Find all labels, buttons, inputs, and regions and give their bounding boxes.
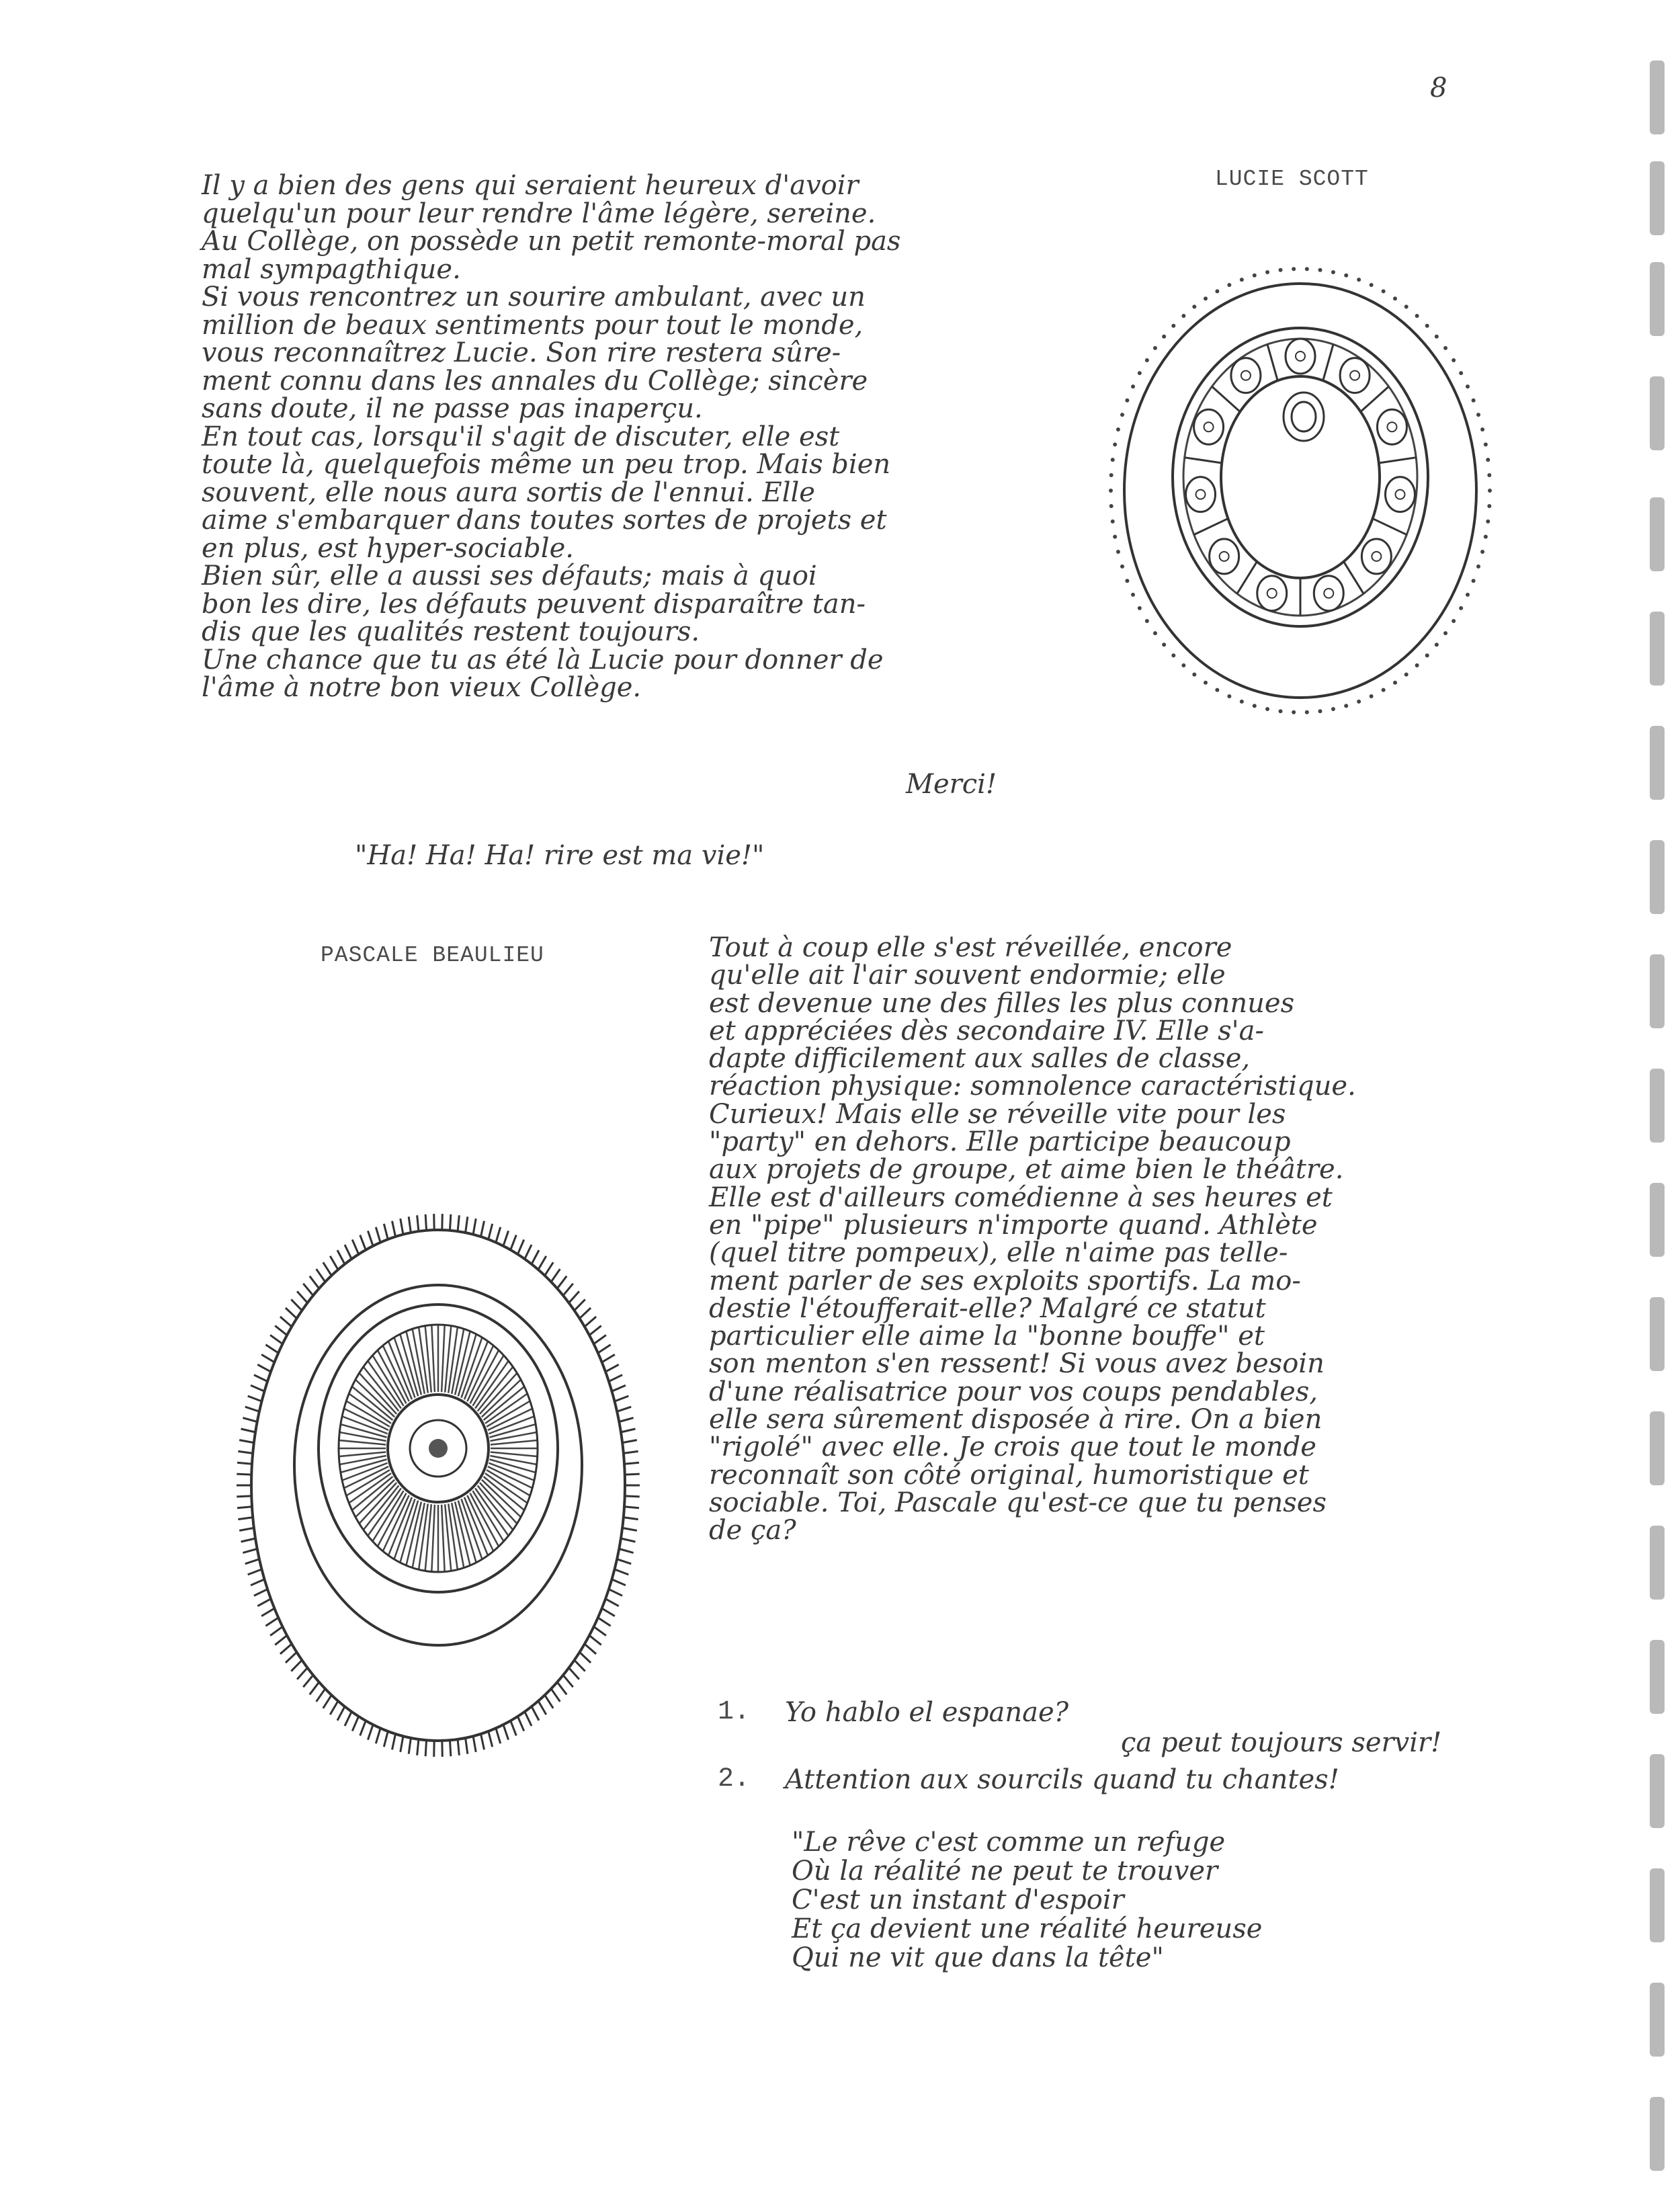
pascale-name-heading: PASCALE BEAULIEU: [321, 943, 544, 968]
pascale-bio-line: elle sera sûrement disposée à rire. On a bien: [709, 1404, 1322, 1436]
pascale-bio-line: Curieux! Mais elle se réveille vite pour les: [709, 1098, 1286, 1130]
lucie-signoff: Merci!: [906, 769, 997, 800]
lucie-bio-line: Il y a bien des gens qui seraient heureux d'avoir: [202, 170, 859, 201]
binding-mark: [1650, 1868, 1665, 1942]
binding-mark: [1650, 1526, 1665, 1600]
binding-mark: [1650, 1640, 1665, 1714]
lucie-bio-line: vous reconnaîtrez Lucie. Son rire restera sûre-: [202, 337, 841, 368]
poem-line: "Le rêve c'est comme un refuge: [792, 1827, 1226, 1858]
pascale-doodle-drawing: [222, 1183, 645, 1747]
pascale-bio-line: "party" en dehors. Elle participe beaucoup: [709, 1126, 1291, 1158]
lucie-bio-line: En tout cas, lorsqu'il s'agit de discuter, elle est: [202, 421, 840, 452]
pascale-bio-line: reconnaît son côté original, humoristique et: [709, 1459, 1309, 1491]
binding-mark: [1650, 497, 1665, 571]
pascale-bio-line: "rigolé" avec elle. Je crois que tout le monde: [709, 1432, 1316, 1463]
pascale-bio-line: particulier elle aime la "bonne bouffe" et: [709, 1321, 1265, 1352]
pascale-bio-line: en "pipe" plusieurs n'importe quand. Athlète: [709, 1209, 1318, 1241]
binding-mark: [1650, 1069, 1665, 1143]
lucie-bio-line: Si vous rencontrez un sourire ambulant, avec un: [202, 282, 866, 313]
lucie-bio-line: Une chance que tu as été là Lucie pour donner de: [202, 644, 884, 675]
pascale-bio-line: son menton s'en ressent! Si vous avez besoin: [709, 1348, 1325, 1380]
pascale-bio: [709, 934, 1356, 1545]
poem-line: Qui ne vit que dans la tête": [792, 1942, 1164, 1973]
lucie-bio-line: million de beaux sentiments pour tout le monde,: [202, 309, 864, 341]
pascale-bio-line: réaction physique: somnolence caractéristique.: [709, 1071, 1356, 1102]
lucie-bio-line: l'âme à notre bon vieux Collège.: [202, 672, 642, 703]
lucie-name-heading: LUCIE SCOTT: [1215, 167, 1369, 192]
pascale-bio-line: Elle est d'ailleurs comédienne à ses heures et: [709, 1182, 1333, 1213]
lucie-bio-line: ment connu dans les annales du Collège; sincère: [202, 365, 868, 397]
pascale-bio-line: de ça?: [709, 1515, 796, 1546]
pascale-bio-line: et appréciées dès secondaire IV. Elle s'a-: [709, 1015, 1264, 1046]
lucie-bio-line: en plus, est hyper-sociable.: [202, 532, 574, 564]
pascale-bio-line: destie l'étoufferait-elle? Malgré ce statut: [709, 1292, 1266, 1324]
lucie-doodle-drawing: [1102, 259, 1499, 743]
binding-mark: [1650, 161, 1665, 235]
lucie-doodle-dot-ring: [1109, 267, 1492, 714]
note-1-number: 1.: [718, 1697, 751, 1727]
pascale-bio-line: est devenue une des filles les plus connues: [709, 987, 1295, 1019]
note-1-reply: ça peut toujours servir!: [1121, 1727, 1442, 1758]
poem-line: Où la réalité ne peut te trouver: [792, 1856, 1218, 1887]
lucie-bio-line: mal sympagthique.: [202, 253, 461, 285]
lucie-bio-line: toute là, quelquefois même un peu trop. Mais bien: [202, 449, 891, 480]
lucie-bio-line: bon les dire, les défauts peuvent disparaître tan-: [202, 588, 866, 620]
binding-mark: [1650, 2097, 1665, 2171]
pascale-poem: [792, 1828, 1262, 1973]
binding-mark: [1650, 60, 1665, 134]
lucie-bio-line: souvent, elle nous aura sortis de l'ennui. Elle: [202, 477, 815, 508]
binding-mark: [1650, 726, 1665, 800]
lucie-bio-line: Au Collège, on possède un petit remonte-moral pas: [202, 226, 901, 257]
binding-mark: [1650, 1411, 1665, 1485]
pascale-bio-line: (quel titre pompeux), elle n'aime pas telle-: [709, 1237, 1288, 1269]
pascale-bio-line: ment parler de ses exploits sportifs. La mo-: [709, 1265, 1301, 1296]
page-number: 8: [1430, 73, 1447, 104]
binding-mark: [1650, 612, 1665, 686]
poem-line: Et ça devient une réalité heureuse: [792, 1913, 1263, 1944]
binding-mark: [1650, 840, 1665, 914]
binding-mark: [1650, 376, 1665, 450]
pascale-bio-line: d'une réalisatrice pour vos coups pendables,: [709, 1376, 1318, 1407]
lucie-bio-line: quelqu'un pour leur rendre l'âme légère, sereine.: [202, 198, 876, 229]
poem-line: C'est un instant d'espoir: [792, 1885, 1124, 1915]
note-2-number: 2.: [718, 1764, 751, 1794]
binding-mark: [1650, 1754, 1665, 1828]
pascale-bio-line: Tout à coup elle s'est réveillée, encore: [709, 932, 1232, 963]
lucie-doodle-petals: [1185, 339, 1416, 616]
pascale-bio-line: aux projets de groupe, et aime bien le théâtre.: [709, 1154, 1344, 1186]
pascale-bio-line: dapte difficilement aux salles de classe,: [709, 1043, 1251, 1075]
lucie-quote: "Ha! Ha! Ha! rire est ma vie!": [355, 840, 765, 871]
lucie-doodle-center: [1284, 392, 1324, 441]
pascale-bio-line: qu'elle ait l'air souvent endormie; elle: [709, 960, 1226, 991]
binding-mark: [1650, 954, 1665, 1028]
lucie-bio-line: Bien sûr, elle a aussi ses défauts; mais à quoi: [202, 561, 817, 591]
binding-mark: [1650, 1297, 1665, 1371]
lucie-bio-line: dis que les qualités restent toujours.: [202, 616, 700, 647]
binding-mark: [1650, 262, 1665, 336]
lucie-bio-line: sans doute, il ne passe pas inaperçu.: [202, 393, 703, 424]
binding-mark: [1650, 1183, 1665, 1257]
binding-mark: [1650, 1983, 1665, 2057]
note-1-text: Yo hablo el espanae?: [785, 1697, 1069, 1728]
pascale-bio-line: sociable. Toi, Pascale qu'est-ce que tu penses: [709, 1487, 1327, 1518]
pascale-doodle-outer-hatch: [237, 1214, 640, 1757]
note-2-text: Attention aux sourcils quand tu chantes!: [785, 1764, 1339, 1795]
lucie-bio: [202, 172, 900, 702]
lucie-bio-line: aime s'embarquer dans toutes sortes de projets et: [202, 505, 887, 536]
